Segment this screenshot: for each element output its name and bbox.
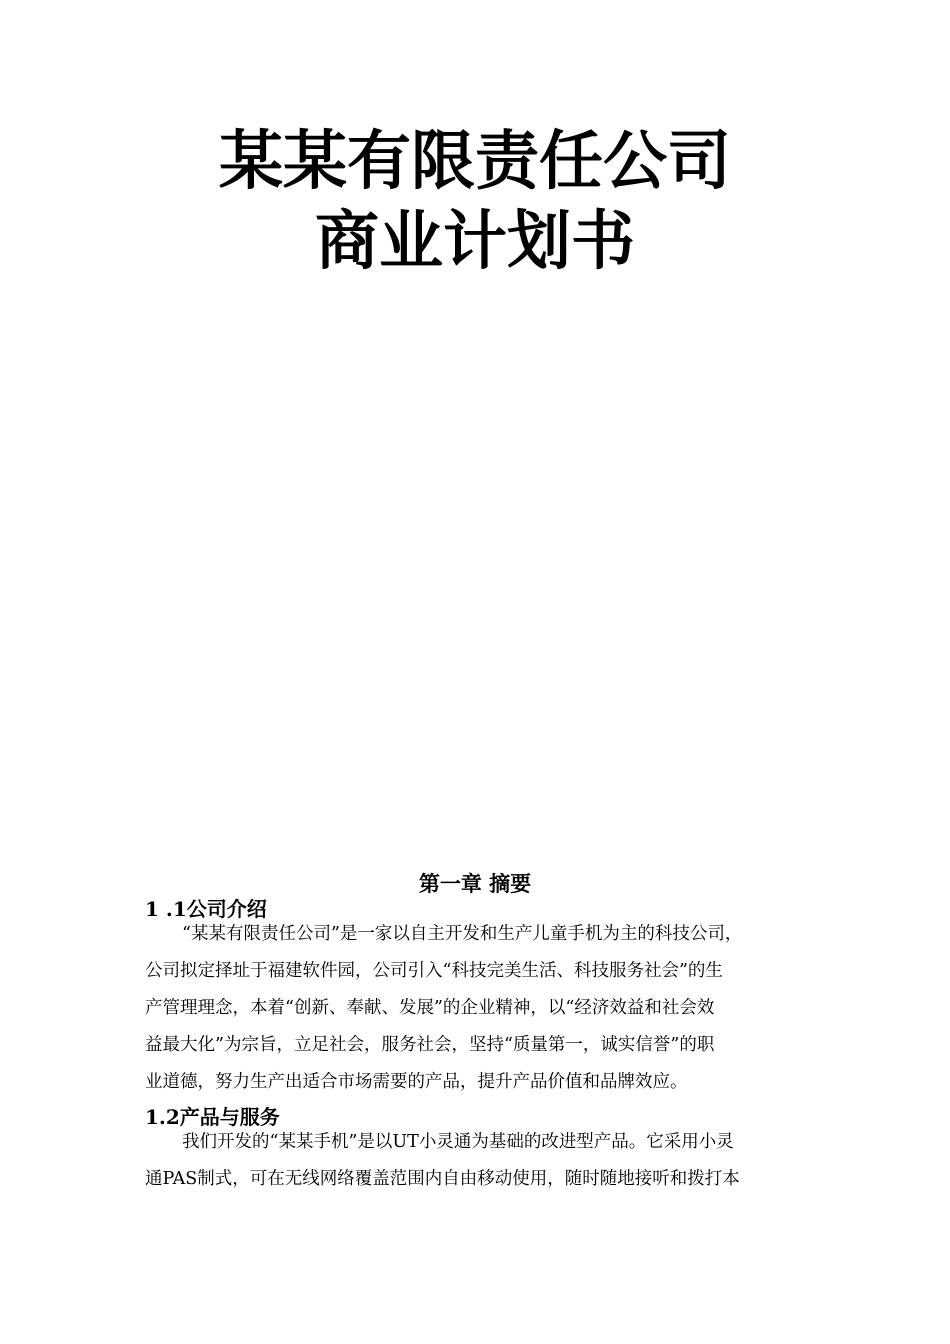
section-heading-products: 1.2产品与服务	[145, 1105, 280, 1129]
paragraph-company-intro	[145, 916, 817, 1101]
paragraph-line: 通PAS制式，可在无线网络覆盖范围内自由移动使用，随时随地接听和拨打本	[145, 1169, 740, 1189]
paragraph-line: 公司拟定择址于福建软件园，公司引入“科技完美生活、科技服务社会”的生	[145, 961, 723, 981]
cover-title	[0, 122, 950, 282]
paragraph-line: 业道德，努力生产出适合市场需要的产品，提升产品价值和品牌效应。	[145, 1072, 688, 1092]
paragraph-line: 我们开发的“某某手机”是以UT小灵通为基础的改进型产品。它采用小灵	[182, 1132, 734, 1152]
section-heading-company-intro: 1 .1公司介绍	[145, 897, 267, 921]
chapter-heading: 第一章 摘要	[418, 871, 532, 896]
cover-title-line-2: 商业计划书	[315, 204, 635, 279]
paragraph-products	[145, 1124, 817, 1198]
paragraph-line: 益最大化”为宗旨，立足社会，服务社会，坚持“质量第一，诚实信誉”的职	[145, 1035, 715, 1055]
paragraph-line: 产管理理念，本着“创新、奉献、发展”的企业精神，以“经济效益和社会效	[145, 998, 715, 1018]
cover-title-line-1: 某某有限责任公司	[219, 124, 731, 199]
paragraph-line: “某某有限责任公司”是一家以自主开发和生产儿童手机为主的科技公司，	[182, 924, 743, 944]
